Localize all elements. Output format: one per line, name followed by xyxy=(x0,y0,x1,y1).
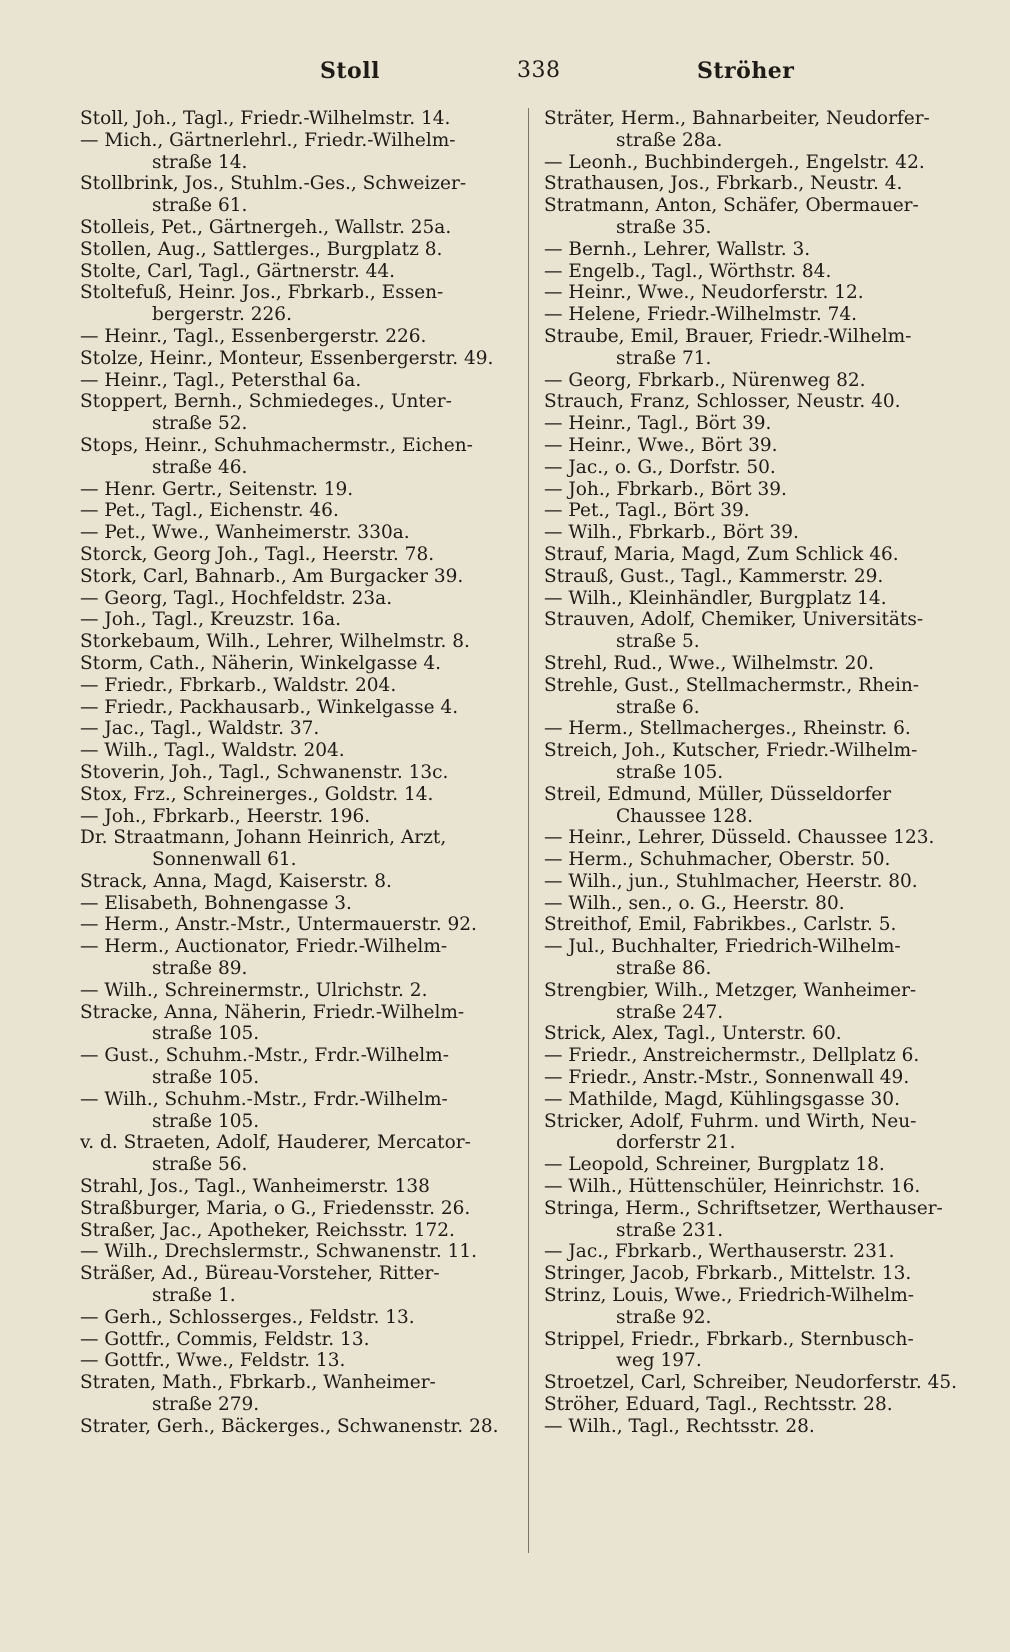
directory-line: — Pet., Tagl., Eichenstr. 46. xyxy=(80,500,339,522)
directory-line: — Georg, Tagl., Hochfeldstr. 23a. xyxy=(80,587,393,609)
directory-line: Strehl, Rud., Wwe., Wilhelmstr. 20. xyxy=(544,652,875,674)
directory-line: — Mich., Gärtnerlehrl., Friedr.-Wilhelm- xyxy=(80,129,456,151)
directory-line: Strack, Anna, Magd, Kaiserstr. 8. xyxy=(80,870,392,892)
directory-line: Straßburger, Maria, o G., Friedensstr. 26. xyxy=(80,1197,471,1219)
directory-line: — Wilh., Hüttenschüler, Heinrichstr. 16. xyxy=(544,1176,921,1198)
directory-line: — Leonh., Buchbindergeh., Engelstr. 42. xyxy=(544,151,925,173)
directory-line: — Heinr., Wwe., Neudorferstr. 12. xyxy=(544,282,864,304)
directory-line: — Wilh., Tagl., Rechtsstr. 28. xyxy=(544,1415,815,1437)
directory-line: Storkebaum, Wilh., Lehrer, Wilhelmstr. 8. xyxy=(80,631,470,653)
directory-line: — Wilh., sen., o. G., Heerstr. 80. xyxy=(544,892,845,914)
directory-line: Straube, Emil, Brauer, Friedr.-Wilhelm- xyxy=(544,325,912,347)
directory-line: straße 5. xyxy=(616,631,700,653)
directory-line: — Joh., Tagl., Kreuzstr. 16a. xyxy=(80,609,342,631)
left-running-head: Stoll xyxy=(320,58,380,84)
directory-line: straße 89. xyxy=(152,958,248,980)
directory-line: Streithof, Emil, Fabrikbes., Carlstr. 5. xyxy=(544,914,897,936)
directory-line: — Leopold, Schreiner, Burgplatz 18. xyxy=(544,1154,885,1176)
directory-line: Strahl, Jos., Tagl., Wanheimerstr. 138 xyxy=(80,1176,430,1198)
directory-line: Stolleis, Pet., Gärtnergeh., Wallstr. 25a. xyxy=(80,216,452,238)
directory-line: Stroetzel, Carl, Schreiber, Neudorferstr. 45. xyxy=(544,1372,958,1394)
directory-line: Strippel, Friedr., Fbrkarb., Sternbusch- xyxy=(544,1328,914,1350)
directory-line: — Engelb., Tagl., Wörthstr. 84. xyxy=(544,260,832,282)
directory-line: — Wilh., jun., Stuhlmacher, Heerstr. 80. xyxy=(544,870,918,892)
directory-line: — Friedr., Anstreichermstr., Dellplatz 6. xyxy=(544,1045,920,1067)
directory-line: — Jac., Tagl., Waldstr. 37. xyxy=(80,718,320,740)
directory-line: Streich, Joh., Kutscher, Friedr.-Wilhelm- xyxy=(544,740,918,762)
directory-line: Strauf, Maria, Magd, Zum Schlick 46. xyxy=(544,543,899,565)
directory-line: Straßer, Jac., Apotheker, Reichsstr. 172. xyxy=(80,1219,455,1241)
directory-line: straße 92. xyxy=(616,1306,712,1328)
directory-line: — Heinr., Tagl., Bört 39. xyxy=(544,413,772,435)
directory-line: straße 56. xyxy=(152,1154,248,1176)
directory-line: Stollen, Aug., Sattlerges., Burgplatz 8. xyxy=(80,238,443,260)
directory-line: — Elisabeth, Bohnengasse 3. xyxy=(80,892,352,914)
directory-line: — Wilh., Drechslermstr., Schwanenstr. 11. xyxy=(80,1241,478,1263)
directory-line: — Georg, Fbrkarb., Nürenweg 82. xyxy=(544,369,866,391)
directory-line: Storck, Georg Joh., Tagl., Heerstr. 78. xyxy=(80,543,435,565)
directory-line: — Jul., Buchhalter, Friedrich-Wilhelm- xyxy=(544,936,901,958)
directory-line: straße 52. xyxy=(152,413,248,435)
directory-line: — Joh., Fbrkarb., Heerstr. 196. xyxy=(80,805,371,827)
directory-line: — Henr. Gertr., Seitenstr. 19. xyxy=(80,478,354,500)
directory-line: straße 86. xyxy=(616,958,712,980)
directory-line: Strick, Alex, Tagl., Unterstr. 60. xyxy=(544,1023,842,1045)
directory-line: — Jac., Fbrkarb., Werthauserstr. 231. xyxy=(544,1241,895,1263)
directory-line: straße 6. xyxy=(616,696,700,718)
directory-line: Stolte, Carl, Tagl., Gärtnerstr. 44. xyxy=(80,260,396,282)
directory-line: straße 279. xyxy=(152,1394,260,1416)
directory-line: — Gottfr., Wwe., Feldstr. 13. xyxy=(80,1350,346,1372)
directory-line: Strengbier, Wilh., Metzger, Wanheimer- xyxy=(544,979,917,1001)
directory-line: Stork, Carl, Bahnarb., Am Burgacker 39. xyxy=(80,565,464,587)
page-number: 338 xyxy=(517,58,561,83)
directory-line: Stracke, Anna, Näherin, Friedr.-Wilhelm- xyxy=(80,1001,465,1023)
directory-line: Strater, Gerh., Bäckerges., Schwanenstr. 28. xyxy=(80,1415,499,1437)
directory-line: — Bernh., Lehrer, Wallstr. 3. xyxy=(544,238,811,260)
directory-line: v. d. Straeten, Adolf, Hauderer, Mercator- xyxy=(80,1132,471,1154)
directory-line: Stratmann, Anton, Schäfer, Obermauer- xyxy=(544,195,919,217)
directory-line: Strehle, Gust., Stellmachermstr., Rhein- xyxy=(544,674,920,696)
directory-line: Stricker, Adolf, Fuhrm. und Wirth, Neu- xyxy=(544,1110,917,1132)
directory-line: Stoppert, Bernh., Schmiedeges., Unter- xyxy=(80,391,452,413)
directory-line: Strinz, Louis, Wwe., Friedrich-Wilhelm- xyxy=(544,1285,914,1307)
directory-line: — Heinr., Tagl., Essenbergerstr. 226. xyxy=(80,325,427,347)
directory-line: straße 105. xyxy=(616,761,724,783)
directory-line: — Gottfr., Commis, Feldstr. 13. xyxy=(80,1328,370,1350)
directory-line: Sträßer, Ad., Büreau-Vorsteher, Ritter- xyxy=(80,1263,440,1285)
directory-line: Dr. Straatmann, Johann Heinrich, Arzt, xyxy=(80,827,447,849)
directory-line: straße 247. xyxy=(616,1001,724,1023)
directory-line: — Wilh., Schuhm.-Mstr., Frdr.-Wilhelm- xyxy=(80,1088,448,1110)
directory-line: straße 105. xyxy=(152,1067,260,1089)
directory-line: — Herm., Stellmacherges., Rheinstr. 6. xyxy=(544,718,911,740)
directory-line: straße 35. xyxy=(616,216,712,238)
directory-line: straße 1. xyxy=(152,1285,236,1307)
directory-line: — Heinr., Lehrer, Düsseld. Chaussee 123. xyxy=(544,827,935,849)
directory-line: — Gerh., Schlosserges., Feldstr. 13. xyxy=(80,1306,415,1328)
directory-line: Stoverin, Joh., Tagl., Schwanenstr. 13c. xyxy=(80,761,449,783)
directory-line: — Herm., Auctionator, Friedr.-Wilhelm- xyxy=(80,936,448,958)
directory-line: dorferstr 21. xyxy=(616,1132,736,1154)
left-column xyxy=(80,108,500,1438)
directory-line: Strauven, Adolf, Chemiker, Universitäts- xyxy=(544,609,924,631)
directory-line: straße 28a. xyxy=(616,129,723,151)
directory-line: — Joh., Fbrkarb., Bört 39. xyxy=(544,478,787,500)
directory-line: straße 14. xyxy=(152,151,248,173)
directory-line: weg 197. xyxy=(616,1350,702,1372)
directory-line: — Pet., Tagl., Bört 39. xyxy=(544,500,750,522)
directory-line: — Gust., Schuhm.-Mstr., Frdr.-Wilhelm- xyxy=(80,1045,449,1067)
directory-line: Stops, Heinr., Schuhmachermstr., Eichen- xyxy=(80,434,473,456)
directory-line: Strauß, Gust., Tagl., Kammerstr. 29. xyxy=(544,565,884,587)
right-column xyxy=(544,108,964,1438)
directory-line: — Wilh., Kleinhändler, Burgplatz 14. xyxy=(544,587,887,609)
directory-line: Stox, Frz., Schreinerges., Goldstr. 14. xyxy=(80,783,434,805)
directory-line: Stringer, Jacob, Fbrkarb., Mittelstr. 13. xyxy=(544,1263,912,1285)
directory-line: — Friedr., Fbrkarb., Waldstr. 204. xyxy=(80,674,397,696)
directory-line: — Wilh., Fbrkarb., Bört 39. xyxy=(544,522,799,544)
page-header xyxy=(0,58,1010,98)
directory-line: Stollbrink, Jos., Stuhlm.-Ges., Schweizer- xyxy=(80,173,467,195)
directory-line: — Jac., o. G., Dorfstr. 50. xyxy=(544,456,776,478)
directory-line: Straten, Math., Fbrkarb., Wanheimer- xyxy=(80,1372,436,1394)
directory-line: — Wilh., Tagl., Waldstr. 204. xyxy=(80,740,345,762)
directory-line: — Friedr., Anstr.-Mstr., Sonnenwall 49. xyxy=(544,1067,910,1089)
directory-line: — Helene, Friedr.-Wilhelmstr. 74. xyxy=(544,304,858,326)
directory-line: Stringa, Herm., Schriftsetzer, Werthauser- xyxy=(544,1197,943,1219)
directory-line: Sonnenwall 61. xyxy=(152,849,297,871)
directory-line: straße 105. xyxy=(152,1023,260,1045)
directory-line: Sträter, Herm., Bahnarbeiter, Neudorfer- xyxy=(544,108,930,129)
directory-line: straße 231. xyxy=(616,1219,724,1241)
directory-line: Chaussee 128. xyxy=(616,805,753,827)
directory-line: straße 61. xyxy=(152,195,248,217)
directory-line: straße 46. xyxy=(152,456,248,478)
directory-line: straße 71. xyxy=(616,347,712,369)
directory-line: Stoltefuß, Heinr. Jos., Fbrkarb., Essen- xyxy=(80,282,444,304)
directory-line: — Friedr., Packhausarb., Winkelgasse 4. xyxy=(80,696,459,718)
directory-line: — Herm., Anstr.-Mstr., Untermauerstr. 92. xyxy=(80,914,477,936)
directory-line: — Heinr., Tagl., Petersthal 6a. xyxy=(80,369,362,391)
directory-line: — Heinr., Wwe., Bört 39. xyxy=(544,434,778,456)
directory-line: — Wilh., Schreinermstr., Ulrichstr. 2. xyxy=(80,979,428,1001)
right-running-head: Ströher xyxy=(697,58,795,84)
directory-line: Stoll, Joh., Tagl., Friedr.-Wilhelmstr. 14. xyxy=(80,108,451,129)
column-divider xyxy=(528,108,529,1553)
directory-line: Ströher, Eduard, Tagl., Rechtsstr. 28. xyxy=(544,1394,893,1416)
directory-line: — Pet., Wwe., Wanheimerstr. 330a. xyxy=(80,522,410,544)
directory-line: straße 105. xyxy=(152,1110,260,1132)
directory-line: — Herm., Schuhmacher, Oberstr. 50. xyxy=(544,849,891,871)
directory-line: bergerstr. 226. xyxy=(152,304,292,326)
directory-line: — Mathilde, Magd, Kühlingsgasse 30. xyxy=(544,1088,900,1110)
directory-line: Stolze, Heinr., Monteur, Essenbergerstr. 49. xyxy=(80,347,494,369)
directory-line: Streil, Edmund, Müller, Düsseldorfer xyxy=(544,783,892,805)
directory-line: Storm, Cath., Näherin, Winkelgasse 4. xyxy=(80,652,442,674)
directory-line: Strauch, Franz, Schlosser, Neustr. 40. xyxy=(544,391,901,413)
directory-line: Strathausen, Jos., Fbrkarb., Neustr. 4. xyxy=(544,173,903,195)
